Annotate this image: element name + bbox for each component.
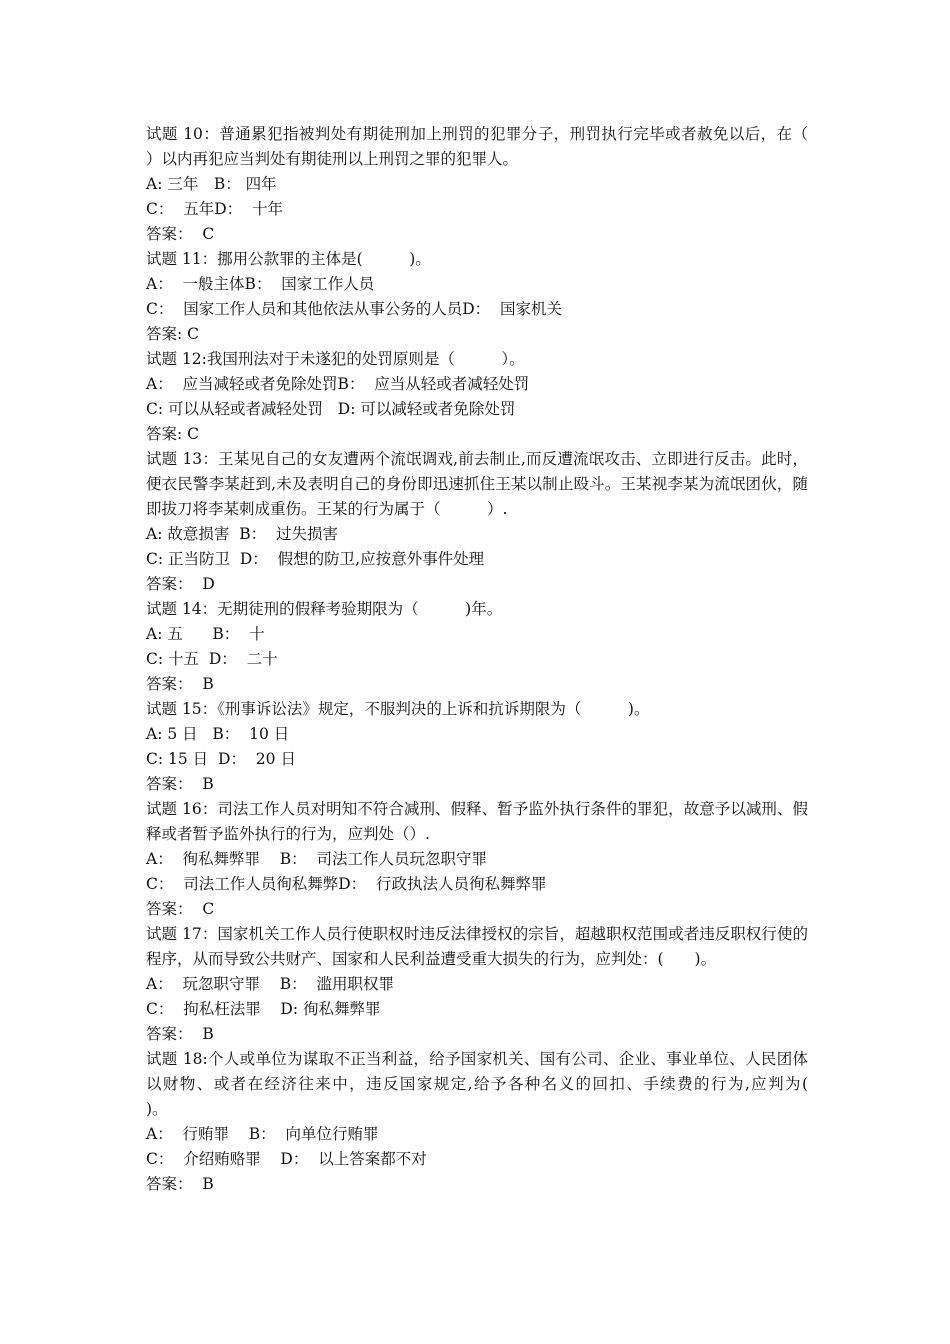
question-17 bbox=[146, 922, 808, 1047]
answer-line: 答案： C bbox=[146, 225, 215, 243]
option-line: A： 一般主体B： 国家工作人员 bbox=[146, 275, 375, 293]
option-line: C: 十五 D： 二十 bbox=[146, 650, 278, 668]
option-line: C： 五年D： 十年 bbox=[146, 200, 283, 218]
question-stem: 试题 17：国家机关工作人员行使职权时违反法律授权的宗旨，超越职权范围或者违反职权行使的程序，从而导致公共财产、国家和人民利益遭受重大损失的行为，应判处：( )。 bbox=[146, 925, 808, 968]
question-15 bbox=[146, 697, 808, 797]
question-list bbox=[146, 122, 855, 1197]
option-line: C: 可以从轻或者减轻处罚 D: 可以减轻或者免除处罚 bbox=[146, 400, 516, 418]
question-stem: 试题 12:我国刑法对于未遂犯的处罚原则是（ ）。 bbox=[146, 350, 525, 368]
question-stem: 试题 15：《刑事诉讼法》规定，不服判决的上诉和抗诉期限为（ )。 bbox=[146, 700, 650, 718]
answer-line: 答案： B bbox=[146, 775, 214, 793]
option-line: C： 介绍贿赂罪 D： 以上答案都不对 bbox=[146, 1150, 427, 1168]
option-line: A： 行贿罪 B： 向单位行贿罪 bbox=[146, 1125, 379, 1143]
option-line: C: 正当防卫 D： 假想的防卫,应按意外事件处理 bbox=[146, 550, 485, 568]
question-11 bbox=[146, 247, 808, 347]
question-stem: 试题 16：司法工作人员对明知不符合减刑、假释、暂予监外执行条件的罪犯，故意予以减刑、假释或者暂予监外执行的行为，应判处（）. bbox=[146, 800, 808, 843]
question-18 bbox=[146, 1047, 855, 1197]
answer-line: 答案： B bbox=[146, 1025, 214, 1043]
option-line: A: 5 日 B： 10 日 bbox=[146, 725, 290, 743]
option-line: A： 玩忽职守罪 B： 滥用职权罪 bbox=[146, 975, 395, 993]
question-stem: 试题 14：无期徒刑的假释考验期限为（ )年。 bbox=[146, 600, 503, 618]
option-line: A: 三年 B： 四年 bbox=[146, 175, 277, 193]
option-line: A: 五 B： 十 bbox=[146, 625, 265, 643]
answer-line: 答案： C bbox=[146, 900, 215, 918]
question-stem: 试题 11：挪用公款罪的主体是( )。 bbox=[146, 250, 431, 268]
option-line: C： 国家工作人员和其他依法从事公务的人员D： 国家机关 bbox=[146, 300, 562, 318]
option-line: A: 故意损害 B： 过失损害 bbox=[146, 525, 338, 543]
question-stem: 试题 18:个人或单位为谋取不正当利益，给予国家机关、国有公司、企业、事业单位、人民团体以财物、或者在经济往来中，违反国家规定,给予各种名义的回扣、手续费的行为,应判为( )。 bbox=[146, 1050, 855, 1118]
option-line: A： 徇私舞弊罪 B： 司法工作人员玩忽职守罪 bbox=[146, 850, 488, 868]
option-line: A： 应当减轻或者免除处罚B： 应当从轻或者减轻处罚 bbox=[146, 375, 530, 393]
option-line: C: 15 日 D： 20 日 bbox=[146, 750, 296, 768]
question-stem: 试题 10：普通累犯指被判处有期徒刑加上刑罚的犯罪分子，刑罚执行完毕或者赦免以后，在（ ）以内再犯应当判处有期徒刑以上刑罚之罪的犯罪人。 bbox=[146, 125, 855, 168]
option-line: C： 司法工作人员徇私舞弊D： 行政执法人员徇私舞弊罪 bbox=[146, 875, 547, 893]
question-13 bbox=[146, 447, 808, 597]
question-16 bbox=[146, 797, 808, 922]
question-stem: 试题 13：王某见自己的女友遭两个流氓调戏,前去制止,而反遭流氓攻击、立即进行反击。此时，便衣民警李某赶到,未及表明自己的身份即迅速抓住王某以制止殴斗。王某视李某为流氓团伙，随即拔刀将李某刺成重伤。王某的行为属于（ ）. bbox=[146, 450, 808, 518]
answer-line: 答案： B bbox=[146, 1175, 214, 1193]
answer-line: 答案： D bbox=[146, 575, 215, 593]
answer-line: 答案: C bbox=[146, 425, 200, 443]
question-10 bbox=[146, 122, 855, 247]
option-line: C： 拘私枉法罪 D: 徇私舞弊罪 bbox=[146, 1000, 381, 1018]
answer-line: 答案: C bbox=[146, 325, 200, 343]
answer-line: 答案： B bbox=[146, 675, 214, 693]
question-14 bbox=[146, 597, 808, 697]
question-12 bbox=[146, 347, 808, 447]
